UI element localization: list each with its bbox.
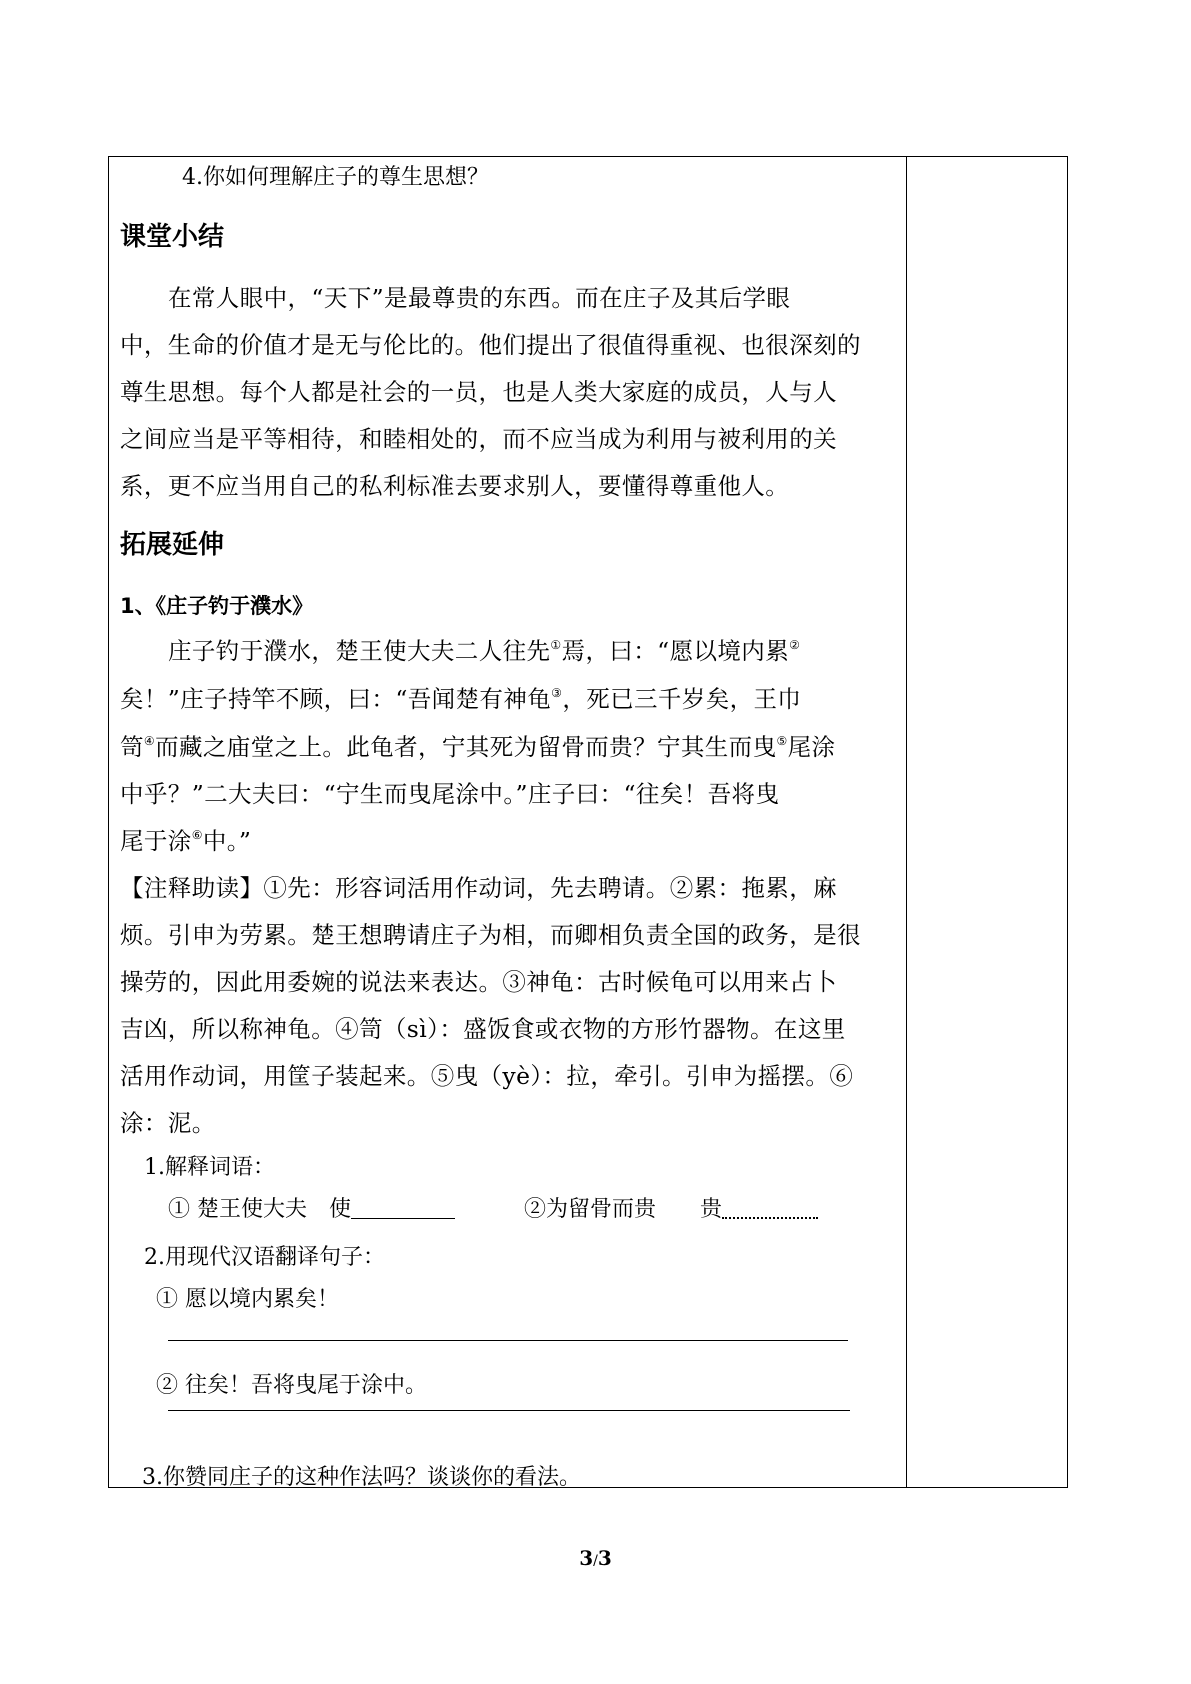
exercise-2-label: 2.用现代汉语翻译句子： — [144, 1245, 385, 1270]
summary-line-5: 系，更不应当用自己的私利标准去要求别人，要懂得尊重他人。 — [120, 472, 790, 500]
notes-line-2: 烦。引申为劳累。楚王想聘请庄子为相，而卿相负责全国的政务，是很 — [120, 921, 861, 949]
passage-line-4: 中乎？”二大夫曰：“宁生而曳尾涂中。”庄子曰：“往矣！吾将曳 — [120, 780, 780, 808]
summary-line-3: 尊生思想。每个人都是社会的一员，也是人类大家庭的成员，人与人 — [120, 378, 837, 406]
summary-line-2: 中，生命的价值才是无与伦比的。他们提出了很值得重视、也很深刻的 — [120, 331, 861, 359]
answer-line-1[interactable] — [168, 1340, 848, 1341]
passage-line-5: 尾于涂⑥中。” — [120, 827, 252, 855]
summary-line-4: 之间应当是平等相待，和睦相处的，而不应当成为利用与被利用的关 — [120, 425, 837, 453]
notes-line-5: 活用作动词，用筐子装起来。⑤曳（yè）：拉，牵引。引申为摇摆。⑥ — [120, 1062, 854, 1090]
notes-line-4: 吉凶，所以称神龟。④笥（sì）：盛饭食或衣物的方形竹器物。在这里 — [120, 1015, 846, 1043]
exercise-2-sentence-2: ② 往矣！吾将曳尾于涂中。 — [156, 1373, 427, 1398]
exercise-1-label: 1.解释词语： — [144, 1155, 275, 1180]
passage-line-1: 庄子钓于濮水，楚王使大夫二人往先①焉，曰：“愿以境内累② — [168, 637, 801, 665]
page-number: 3/3 — [579, 1546, 612, 1570]
notes-line-1: 【注释助读】①先：形容词活用作动词，先去聘请。②累：拖累，麻 — [120, 874, 837, 902]
notes-line-6: 涂：泥。 — [120, 1109, 216, 1137]
passage-line-3: 笥④而藏之庙堂之上。此龟者，宁其死为留骨而贵？宁其生而曳⑤尾涂 — [120, 733, 836, 761]
answer-line-2[interactable] — [168, 1410, 850, 1411]
exercise-2-sentence-1: ① 愿以境内累矣！ — [156, 1287, 339, 1312]
answer-blank-2[interactable] — [722, 1195, 818, 1219]
summary-line-1: 在常人眼中，“天下”是最尊贵的东西。而在庄子及其后学眼 — [168, 284, 791, 312]
question-4: 4.你如何理解庄子的尊生思想？ — [182, 165, 489, 190]
passage-title: 1、《庄子钓于濮水》 — [120, 594, 314, 618]
passage-line-2: 矣！”庄子持竿不顾，曰：“吾闻楚有神龟③，死已三千岁矣，王巾 — [120, 685, 802, 713]
extension-heading: 拓展延伸 — [120, 530, 225, 560]
summary-heading: 课堂小结 — [120, 222, 225, 252]
exercise-1-item-1: ① 楚王使大夫 使 — [168, 1192, 455, 1223]
column-divider — [906, 157, 907, 1487]
exercise-3: 3.你赞同庄子的这种作法吗？谈谈你的看法。 — [142, 1465, 581, 1490]
notes-line-3: 操劳的，因此用委婉的说法来表达。③神龟：古时候龟可以用来占卜 — [120, 968, 837, 996]
exercise-1-item-2: ②为留骨而贵 贵 — [524, 1192, 818, 1223]
answer-blank-1[interactable] — [351, 1196, 455, 1219]
